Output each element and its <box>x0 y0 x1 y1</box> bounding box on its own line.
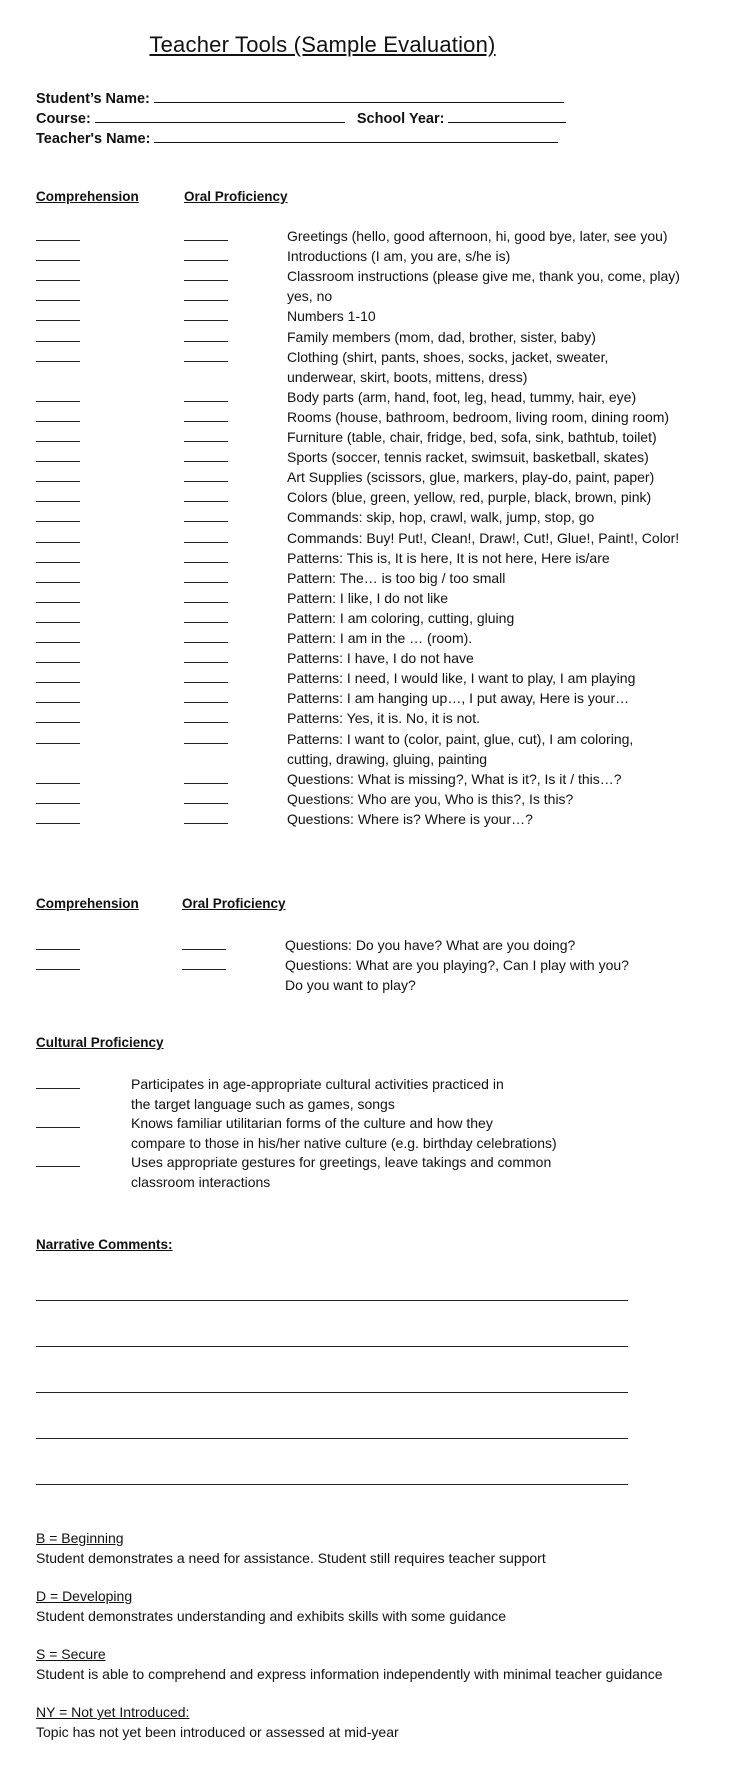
comprehension-blank[interactable] <box>36 260 80 261</box>
comprehension-blank[interactable] <box>36 702 80 703</box>
comprehension-blank[interactable] <box>36 501 80 502</box>
skill-row <box>0 688 740 708</box>
course-label: Course: <box>36 111 91 127</box>
oral-proficiency-blank[interactable] <box>184 823 228 824</box>
cultural-text: the target language such as games, songs <box>131 1095 395 1112</box>
skill-row <box>0 387 740 407</box>
oral-proficiency-blank[interactable] <box>184 361 228 362</box>
comprehension-blank[interactable] <box>36 1088 80 1089</box>
narrative-comments-header: Narrative Comments: <box>36 1237 173 1252</box>
skill-text: Patterns: Yes, it is. No, it is not. <box>287 710 480 727</box>
comprehension-blank[interactable] <box>36 461 80 462</box>
skill-row <box>0 246 740 266</box>
oral-proficiency-blank[interactable] <box>184 501 228 502</box>
oral-proficiency-blank[interactable] <box>184 300 228 301</box>
legend-item <box>36 1528 546 1568</box>
oral-proficiency-blank[interactable] <box>182 949 226 950</box>
question-text: Do you want to play? <box>285 977 416 993</box>
narrative-line[interactable] <box>36 1484 628 1485</box>
comprehension-blank[interactable] <box>36 401 80 402</box>
skill-row <box>0 568 740 588</box>
legend-item <box>36 1644 663 1684</box>
oral-proficiency-blank[interactable] <box>184 481 228 482</box>
skill-row <box>0 367 740 387</box>
comprehension-blank[interactable] <box>36 622 80 623</box>
legend-key: NY = Not yet Introduced: <box>36 1704 190 1720</box>
cultural-text: classroom interactions <box>131 1173 271 1190</box>
skill-text: Greetings (hello, good afternoon, hi, good bye, later, see you) <box>287 228 668 244</box>
skill-text: Classroom instructions (please give me, thank you, come, play) <box>287 268 680 285</box>
skill-text: Patterns: I need, I would like, I want to play, I am playing <box>287 670 636 687</box>
skill-text: Pattern: The… is too big / too small <box>287 569 506 586</box>
legend-description: Student demonstrates a need for assistance. Student still requires teacher support <box>36 1550 546 1566</box>
skill-row <box>0 548 740 568</box>
skill-row <box>0 528 740 548</box>
skill-text: Patterns: I have, I do not have <box>287 650 474 667</box>
skill-row <box>0 749 740 769</box>
skill-row <box>0 427 740 447</box>
comprehension-blank[interactable] <box>36 582 80 583</box>
oral-proficiency-blank[interactable] <box>184 461 228 462</box>
comprehension-blank[interactable] <box>36 441 80 442</box>
comprehension-blank[interactable] <box>36 300 80 301</box>
oral-proficiency-blank[interactable] <box>184 582 228 583</box>
cultural-row <box>0 1152 740 1172</box>
comprehension-blank[interactable] <box>36 481 80 482</box>
comprehension-header: Comprehension <box>36 189 139 204</box>
skill-text: Patterns: I am hanging up…, I put away, Here is your… <box>287 690 630 707</box>
skill-row <box>0 708 740 728</box>
skill-text: Body parts (arm, hand, foot, leg, head, tummy, hair, eye) <box>287 388 637 405</box>
skill-row <box>0 648 740 668</box>
skill-text: Rooms (house, bathroom, bedroom, living room, dining room) <box>287 408 670 425</box>
cultural-proficiency-header: Cultural Proficiency <box>36 1035 164 1050</box>
legend-key: S = Secure <box>36 1646 106 1662</box>
skill-row <box>0 407 740 427</box>
comprehension-blank[interactable] <box>36 521 80 522</box>
skill-text: cutting, drawing, gluing, painting <box>287 750 488 767</box>
question-row <box>0 955 740 975</box>
legend-key: D = Developing <box>36 1588 133 1604</box>
comprehension-blank[interactable] <box>36 562 80 563</box>
skill-row <box>0 286 740 306</box>
cultural-row <box>0 1172 740 1192</box>
cultural-text: Participates in age-appropriate cultural activities practiced in <box>131 1076 504 1092</box>
skill-row <box>0 507 740 527</box>
skill-text: Commands: Buy! Put!, Clean!, Draw!, Cut!, Glue!, Paint!, Color! <box>287 529 680 546</box>
comprehension-blank[interactable] <box>36 783 80 784</box>
skill-row <box>0 809 740 829</box>
comprehension-blank[interactable] <box>36 361 80 362</box>
comprehension-blank[interactable] <box>36 823 80 824</box>
oral-proficiency-blank[interactable] <box>184 642 228 643</box>
oral-proficiency-blank[interactable] <box>184 722 228 723</box>
skill-row <box>0 447 740 467</box>
cultural-row <box>0 1094 740 1114</box>
cultural-text: Uses appropriate gestures for greetings, leave takings and common <box>131 1154 552 1170</box>
skill-row <box>0 306 740 326</box>
teacher-name-row <box>36 128 558 149</box>
skill-row <box>0 729 740 749</box>
oral-proficiency-blank[interactable] <box>184 441 228 442</box>
cultural-row <box>0 1113 740 1133</box>
narrative-line[interactable] <box>36 1346 628 1347</box>
skill-row <box>0 266 740 286</box>
skill-text: Family members (mom, dad, brother, sister, baby) <box>287 328 596 345</box>
skill-row <box>0 769 740 789</box>
comprehension-blank[interactable] <box>36 280 80 281</box>
legend-key: B = Beginning <box>36 1530 124 1546</box>
comprehension-blank[interactable] <box>36 642 80 643</box>
oral-proficiency-blank[interactable] <box>184 521 228 522</box>
question-row <box>0 975 740 995</box>
oral-proficiency-blank[interactable] <box>184 260 228 261</box>
skill-text: Pattern: I am in the … (room). <box>287 630 473 646</box>
oral-proficiency-blank[interactable] <box>184 542 228 543</box>
skill-text: Colors (blue, green, yellow, red, purple, black, brown, pink) <box>287 489 652 506</box>
comprehension-blank[interactable] <box>36 949 80 950</box>
oral-proficiency-blank[interactable] <box>184 562 228 563</box>
comprehension-blank[interactable] <box>36 682 80 683</box>
skill-text: Pattern: I like, I do not like <box>287 589 449 606</box>
oral-proficiency-header: Oral Proficiency <box>184 189 288 204</box>
skill-text: Introductions (I am, you are, s/he is) <box>287 248 511 265</box>
cultural-row <box>0 1133 740 1153</box>
skill-row <box>0 608 740 628</box>
legend-description: Student demonstrates understanding and exhibits skills with some guidance <box>36 1608 507 1624</box>
oral-proficiency-blank[interactable] <box>182 969 226 970</box>
skill-text: Patterns: I want to (color, paint, glue, cut), I am coloring, <box>287 730 634 747</box>
page-title: Teacher Tools (Sample Evaluation) <box>149 32 496 57</box>
skill-row <box>0 628 740 648</box>
comprehension-blank[interactable] <box>36 240 80 241</box>
comprehension-blank[interactable] <box>36 743 80 744</box>
comprehension-blank[interactable] <box>36 803 80 804</box>
skill-text: Pattern: I am coloring, cutting, gluing <box>287 609 515 626</box>
teacher-name-field[interactable] <box>154 128 558 143</box>
teacher-name-label: Teacher's Name: <box>36 131 151 147</box>
oral-proficiency-blank[interactable] <box>184 240 228 241</box>
comprehension-blank[interactable] <box>36 542 80 543</box>
comprehension-blank[interactable] <box>36 722 80 723</box>
skill-text: Sports (soccer, tennis racket, swimsuit, basketball, skates) <box>287 449 649 466</box>
skill-text: Commands: skip, hop, crawl, walk, jump, stop, go <box>287 509 595 526</box>
skill-row <box>0 226 740 246</box>
skill-text: Numbers 1-10 <box>287 308 376 325</box>
student-name-row <box>36 88 564 109</box>
skill-row <box>0 789 740 809</box>
skill-text: Furniture (table, chair, fridge, bed, sofa, sink, bathtub, toilet) <box>287 429 657 445</box>
skill-row <box>0 467 740 487</box>
question-text: Questions: What are you playing?, Can I play with you? <box>285 957 629 973</box>
course-field[interactable] <box>95 108 345 123</box>
narrative-line[interactable] <box>36 1300 628 1301</box>
comprehension-blank[interactable] <box>36 662 80 663</box>
skill-row <box>0 487 740 507</box>
skill-text: yes, no <box>287 288 333 305</box>
oral-proficiency-blank[interactable] <box>184 320 228 321</box>
legend-description: Student is able to comprehend and express information independently with minimal teacher guidance <box>36 1666 663 1682</box>
skill-text: Art Supplies (scissors, glue, markers, play-do, paint, paper) <box>287 469 655 486</box>
comprehension-blank[interactable] <box>36 602 80 603</box>
skill-text: Questions: Who are you, Who is this?, Is this? <box>287 790 574 807</box>
oral-proficiency-blank[interactable] <box>184 421 228 422</box>
oral-proficiency-blank[interactable] <box>184 401 228 402</box>
oral-proficiency-blank[interactable] <box>184 280 228 281</box>
legend-description: Topic has not yet been introduced or assessed at mid-year <box>36 1724 399 1740</box>
comprehension-blank[interactable] <box>36 320 80 321</box>
skill-row <box>0 347 740 367</box>
oral-proficiency-blank[interactable] <box>184 803 228 804</box>
skill-text: Patterns: This is, It is here, It is not here, Here is/are <box>287 549 610 566</box>
skill-text: Questions: Where is? Where is your…? <box>287 810 533 827</box>
comprehension-blank[interactable] <box>36 341 80 342</box>
oral-proficiency-blank[interactable] <box>184 743 228 744</box>
oral-proficiency-blank[interactable] <box>184 341 228 342</box>
oral-proficiency-blank[interactable] <box>184 622 228 623</box>
comprehension-blank[interactable] <box>36 421 80 422</box>
cultural-text: Knows familiar utilitarian forms of the culture and how they <box>131 1115 493 1131</box>
comprehension-header-2: Comprehension <box>36 896 139 911</box>
oral-proficiency-blank[interactable] <box>184 682 228 683</box>
student-name-label: Student’s Name: <box>36 91 150 107</box>
school-year-field[interactable] <box>448 108 566 123</box>
course-row <box>36 108 566 129</box>
school-year-label: School Year: <box>356 111 445 127</box>
comprehension-blank[interactable] <box>36 1166 80 1167</box>
skill-text: Clothing (shirt, pants, shoes, socks, jacket, sweater, <box>287 348 609 365</box>
oral-proficiency-header-2: Oral Proficiency <box>182 896 286 911</box>
oral-proficiency-blank[interactable] <box>184 602 228 603</box>
cultural-text: compare to those in his/her native culture (e.g. birthday celebrations) <box>131 1134 557 1151</box>
comprehension-blank[interactable] <box>36 1127 80 1128</box>
skill-row <box>0 588 740 608</box>
oral-proficiency-blank[interactable] <box>184 662 228 663</box>
narrative-line[interactable] <box>36 1392 628 1393</box>
question-text: Questions: Do you have? What are you doing? <box>285 937 576 953</box>
narrative-line[interactable] <box>36 1438 628 1439</box>
skill-row <box>0 327 740 347</box>
skill-row <box>0 668 740 688</box>
comprehension-blank[interactable] <box>36 969 80 970</box>
oral-proficiency-blank[interactable] <box>184 783 228 784</box>
oral-proficiency-blank[interactable] <box>184 702 228 703</box>
skill-text: underwear, skirt, boots, mittens, dress) <box>287 368 528 385</box>
question-row <box>0 935 740 955</box>
legend-item <box>36 1702 399 1742</box>
cultural-row <box>0 1074 740 1094</box>
skill-text: Questions: What is missing?, What is it?, Is it / this…? <box>287 770 622 787</box>
legend-item <box>36 1586 506 1626</box>
student-name-field[interactable] <box>154 88 564 103</box>
